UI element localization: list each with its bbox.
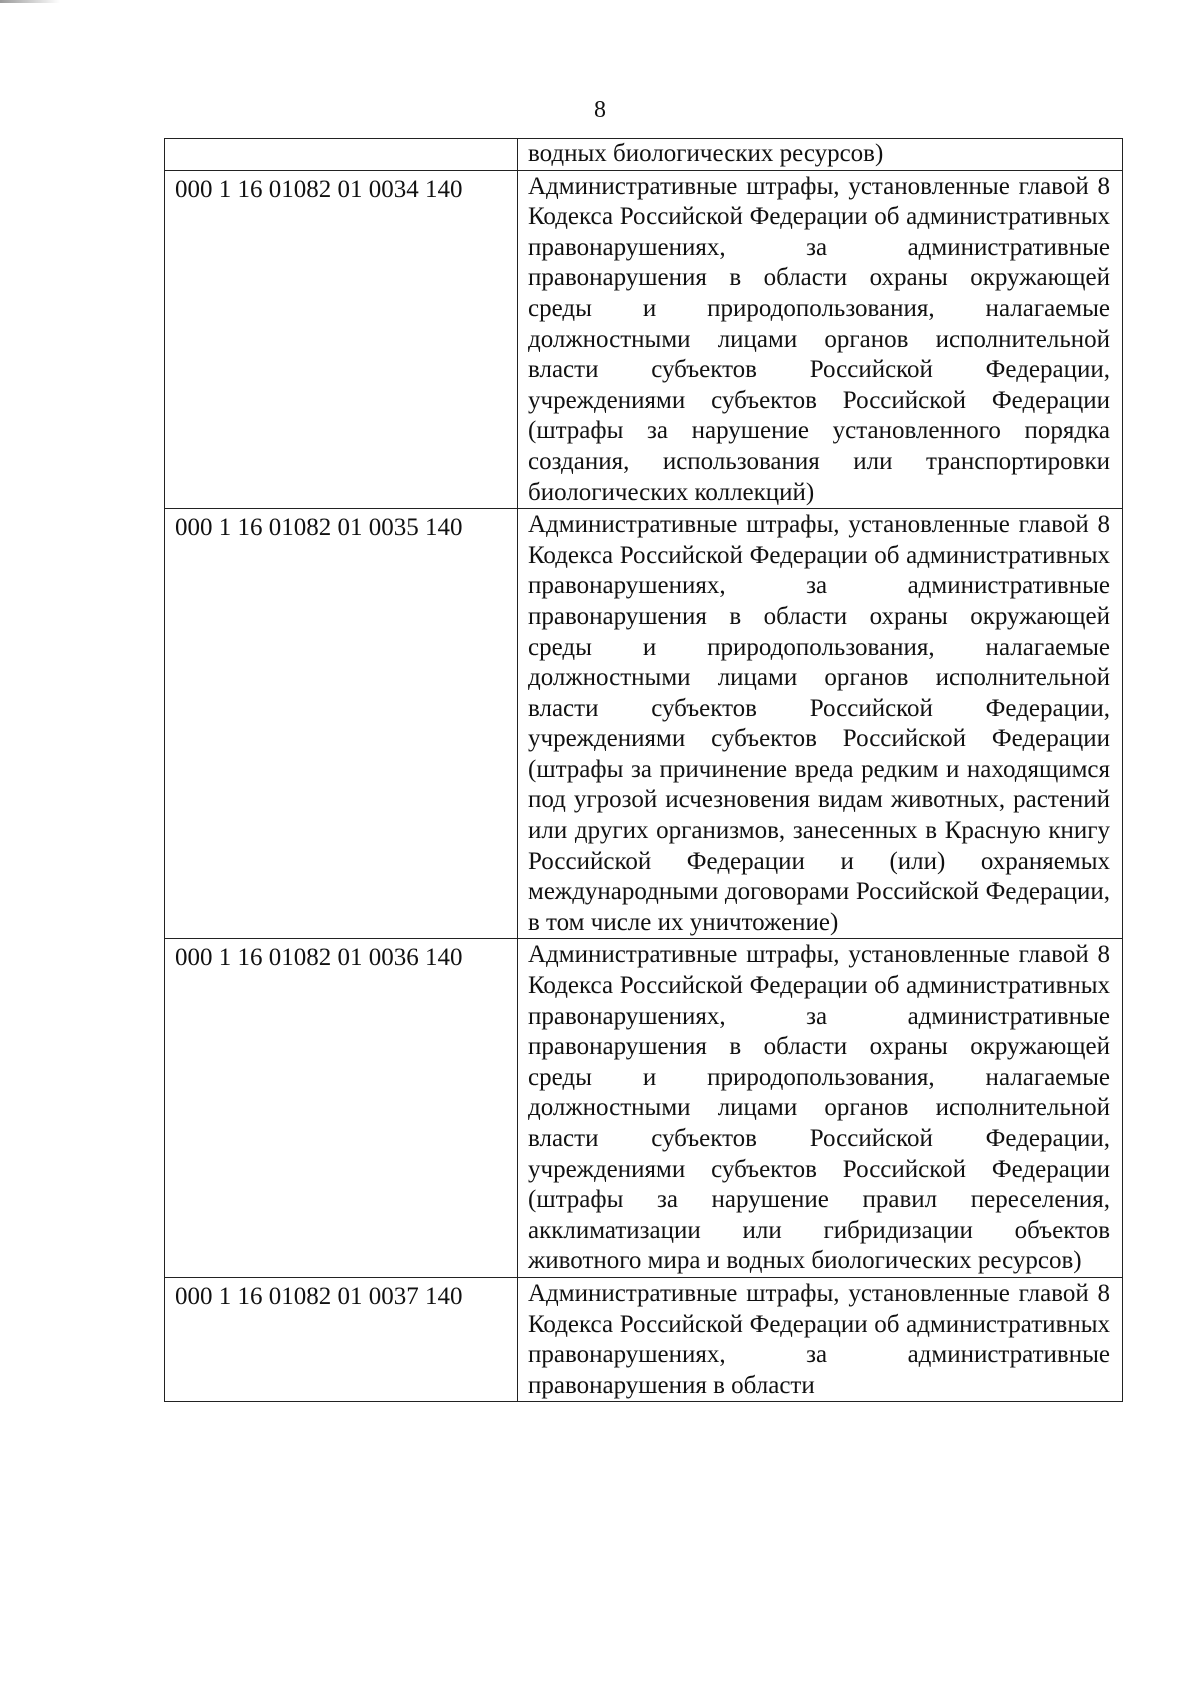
budget-codes-table <box>164 138 1123 1402</box>
budget-code: 000 1 16 01082 01 0036 140 <box>175 944 463 972</box>
code-description: Административные штрафы, установленные главой 8 Кодекса Российской Федерации об административных правонарушениях, за административные правонарушения в области охраны окружающей среды и природопользования, налагаемые должностными лицами органов исполнительной власти субъектов Российской Федерации, учреждениями субъектов Российской Федерации (штрафы за нарушение установленного порядка создания, использования или транспортировки биологических коллекций) <box>528 172 1110 506</box>
description-cell <box>518 139 1123 171</box>
code-description: Административные штрафы, установленные главой 8 Кодекса Российской Федерации об административных правонарушениях, за административные правонарушения в области <box>528 1279 1110 1399</box>
code-cell <box>165 170 518 509</box>
table-row <box>165 509 1123 939</box>
code-cell <box>165 1277 518 1401</box>
table-row <box>165 939 1123 1278</box>
description-cell <box>518 1277 1123 1401</box>
code-description: водных биологических ресурсов) <box>528 140 884 167</box>
code-description: Административные штрафы, установленные главой 8 Кодекса Российской Федерации об административных правонарушениях, за административные правонарушения в области охраны окружающей среды и природопользования, налагаемые должностными лицами органов исполнительной власти субъектов Российской Федерации, учреждениями субъектов Российской Федерации (штрафы за причинение вреда редким и находящимся под угрозой исчезновения видам животных, растений или других организмов, занесенных в Красную книгу Российской Федерации и (или) охраняемых международными договорами Российской Федерации, в том числе их уничтожение) <box>528 511 1110 936</box>
description-cell <box>518 939 1123 1278</box>
table-row <box>165 170 1123 509</box>
code-description: Административные штрафы, установленные главой 8 Кодекса Российской Федерации об административных правонарушениях, за административные правонарушения в области охраны окружающей среды и природопользования, налагаемые должностными лицами органов исполнительной власти субъектов Российской Федерации, учреждениями субъектов Российской Федерации (штрафы за нарушение правил переселения, акклиматизации или гибридизации объектов животного мира и водных биологических ресурсов) <box>528 941 1110 1275</box>
page-number: 8 <box>594 97 606 123</box>
code-cell <box>165 509 518 939</box>
budget-code: 000 1 16 01082 01 0034 140 <box>175 175 463 203</box>
code-cell <box>165 939 518 1278</box>
description-cell <box>518 509 1123 939</box>
scan-edge-mark <box>0 0 60 3</box>
budget-code: 000 1 16 01082 01 0037 140 <box>175 1282 463 1310</box>
code-cell <box>165 139 518 171</box>
description-cell <box>518 170 1123 509</box>
table-row <box>165 1277 1123 1401</box>
budget-code: 000 1 16 01082 01 0035 140 <box>175 514 463 542</box>
table-row <box>165 139 1123 171</box>
budget-code <box>165 139 517 143</box>
